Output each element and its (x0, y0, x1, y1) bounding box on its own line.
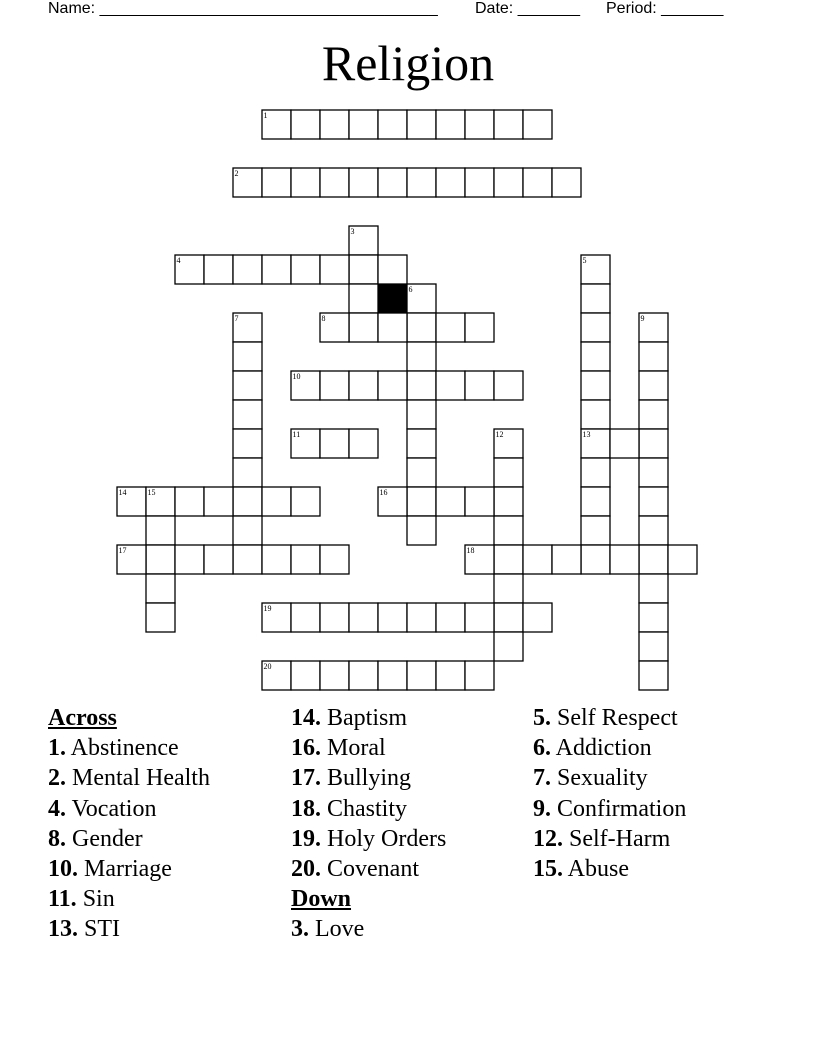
grid-cell[interactable] (407, 313, 436, 342)
grid-cell[interactable] (465, 487, 494, 516)
clue-text: Vocation (66, 795, 157, 822)
cell-number: 12 (495, 430, 504, 439)
grid-cell[interactable] (349, 429, 378, 458)
grid-cell[interactable] (581, 400, 610, 429)
grid-cell[interactable] (436, 313, 465, 342)
grid-cell[interactable] (291, 255, 320, 284)
grid-cell[interactable] (639, 545, 668, 574)
grid-cell[interactable] (204, 255, 233, 284)
grid-cell[interactable] (407, 342, 436, 371)
cell-number: 2 (234, 169, 239, 178)
grid-cell[interactable] (407, 458, 436, 487)
cell-number: 14 (118, 488, 127, 497)
grid-cell[interactable] (320, 661, 349, 690)
clue-number: 15. (533, 856, 563, 883)
grid-cell[interactable] (262, 487, 291, 516)
grid-cell[interactable] (639, 429, 668, 458)
grid-cell[interactable] (349, 603, 378, 632)
cell-number: 6 (408, 285, 413, 294)
across-heading: Across (48, 705, 117, 731)
grid-cell[interactable] (233, 371, 262, 400)
grid-cell[interactable] (494, 603, 523, 632)
cell-number: 13 (582, 430, 591, 439)
cell-number: 17 (118, 546, 127, 555)
grid-cell[interactable] (233, 545, 262, 574)
clue-text: Gender (66, 825, 143, 852)
page-title: Religion (321, 35, 495, 91)
clue-item (48, 914, 210, 944)
cell-number: 5 (582, 256, 587, 265)
black-cell (378, 284, 407, 313)
clue-column-3 (533, 703, 686, 884)
grid-cell[interactable] (552, 168, 581, 197)
grid-cell[interactable] (378, 371, 407, 400)
grid-cell[interactable] (523, 545, 552, 574)
grid-cell[interactable] (465, 313, 494, 342)
grid-cell[interactable] (610, 545, 639, 574)
clue-text: Baptism (321, 705, 408, 731)
clue-item (291, 794, 446, 824)
clue-text: STI (78, 916, 120, 943)
grid-cell[interactable] (465, 603, 494, 632)
clue-text: Covenant (321, 856, 419, 883)
clue-number: 5. (533, 705, 551, 731)
clue-item (533, 794, 686, 824)
clue-number: 1. (48, 735, 66, 762)
grid-cell[interactable] (262, 545, 291, 574)
grid-cell[interactable] (407, 429, 436, 458)
grid-cell[interactable] (465, 371, 494, 400)
grid-cell[interactable] (146, 603, 175, 632)
clue-item (48, 854, 210, 884)
grid-cell[interactable] (523, 110, 552, 139)
grid-cell[interactable] (320, 255, 349, 284)
grid-cell[interactable] (320, 545, 349, 574)
cell-number: 15 (147, 488, 156, 497)
grid-cell[interactable] (378, 661, 407, 690)
grid-cell[interactable] (581, 371, 610, 400)
grid-cell[interactable] (146, 516, 175, 545)
clue-item (533, 733, 686, 763)
clue-item (48, 763, 210, 793)
grid-cell[interactable] (291, 487, 320, 516)
grid-cell[interactable] (465, 110, 494, 139)
grid-cell[interactable] (233, 458, 262, 487)
grid-cell[interactable] (320, 371, 349, 400)
grid-cell[interactable] (494, 516, 523, 545)
grid-cell[interactable] (378, 168, 407, 197)
clue-column-2 (291, 703, 446, 945)
grid-cell[interactable] (581, 313, 610, 342)
grid-cell[interactable] (320, 110, 349, 139)
grid-cell[interactable] (436, 603, 465, 632)
clue-item (291, 824, 446, 854)
grid-cell[interactable] (349, 168, 378, 197)
clue-item (533, 763, 686, 793)
grid-cell[interactable] (233, 516, 262, 545)
grid-cell[interactable] (523, 168, 552, 197)
grid-cell[interactable] (378, 313, 407, 342)
grid-cell[interactable] (436, 487, 465, 516)
grid-cell[interactable] (407, 661, 436, 690)
grid-cell[interactable] (581, 545, 610, 574)
grid-cell[interactable] (291, 603, 320, 632)
grid-cell[interactable] (668, 545, 697, 574)
grid-cell[interactable] (349, 284, 378, 313)
grid-cell[interactable] (262, 168, 291, 197)
clue-text: Addiction (551, 735, 652, 762)
cell-number: 8 (321, 314, 326, 323)
clue-column-1 (48, 703, 210, 945)
grid-cell[interactable] (349, 110, 378, 139)
clue-item (291, 733, 446, 763)
grid-cell[interactable] (407, 400, 436, 429)
clue-text: Abuse (563, 856, 629, 883)
grid-cell[interactable] (146, 574, 175, 603)
grid-cell[interactable] (233, 255, 262, 284)
cell-number: 18 (466, 546, 475, 555)
grid-cell[interactable] (581, 342, 610, 371)
cell-number: 19 (263, 604, 272, 613)
clue-text: Bullying (321, 765, 412, 792)
grid-cell[interactable] (204, 545, 233, 574)
grid-cell[interactable] (262, 255, 291, 284)
clue-item (48, 884, 210, 914)
cell-number: 20 (263, 662, 272, 671)
grid-cell[interactable] (378, 603, 407, 632)
grid-cell[interactable] (639, 603, 668, 632)
clue-number: 16. (291, 735, 321, 762)
clue-number: 18. (291, 795, 321, 822)
grid-cell[interactable] (581, 516, 610, 545)
clue-item (48, 824, 210, 854)
grid-cell[interactable] (320, 168, 349, 197)
clue-text: Self-Harm (563, 825, 671, 852)
grid-cell[interactable] (494, 487, 523, 516)
grid-cell[interactable] (639, 371, 668, 400)
grid-cell[interactable] (291, 545, 320, 574)
grid-cell[interactable] (175, 545, 204, 574)
clue-text: Self Respect (551, 705, 678, 731)
clue-text: Chastity (321, 795, 408, 822)
clue-number: 14. (291, 705, 321, 731)
cell-number: 7 (234, 314, 239, 323)
grid-cell[interactable] (639, 661, 668, 690)
down-heading: Down (291, 886, 352, 913)
clue-text: Mental Health (66, 765, 210, 792)
clue-number: 8. (48, 825, 66, 852)
grid-cell[interactable] (639, 487, 668, 516)
grid-cell[interactable] (494, 632, 523, 661)
clue-text: Sin (76, 886, 115, 913)
cell-number: 10 (292, 372, 301, 381)
grid-cell[interactable] (494, 545, 523, 574)
grid-cell[interactable] (581, 487, 610, 516)
grid-cell[interactable] (146, 545, 175, 574)
grid-cell[interactable] (639, 632, 668, 661)
clue-number: 11. (48, 886, 77, 913)
grid-cell[interactable] (349, 661, 378, 690)
cell-number: 1 (263, 111, 268, 120)
clue-number: 4. (48, 795, 66, 822)
grid-cell[interactable] (523, 603, 552, 632)
grid-cell[interactable] (639, 458, 668, 487)
grid-cell[interactable] (378, 110, 407, 139)
grid-cell[interactable] (407, 371, 436, 400)
grid-cell[interactable] (494, 168, 523, 197)
grid-cell[interactable] (233, 429, 262, 458)
clue-number: 17. (291, 765, 321, 792)
grid-cell[interactable] (378, 255, 407, 284)
period-field[interactable]: Period: _______ (606, 0, 724, 17)
grid-cell[interactable] (204, 487, 233, 516)
grid-cell[interactable] (494, 371, 523, 400)
grid-cell[interactable] (610, 429, 639, 458)
date-field[interactable]: Date: _______ (475, 0, 580, 17)
clue-number: 6. (533, 735, 551, 762)
grid-cell[interactable] (320, 429, 349, 458)
grid-cell[interactable] (494, 574, 523, 603)
grid-cell[interactable] (581, 284, 610, 313)
grid-cell[interactable] (436, 661, 465, 690)
clue-number: 10. (48, 856, 78, 883)
clue-item (533, 824, 686, 854)
grid-cell[interactable] (407, 168, 436, 197)
clue-item (48, 733, 210, 763)
cell-number: 11 (292, 430, 301, 439)
clue-item (291, 914, 446, 944)
grid-cell[interactable] (465, 661, 494, 690)
grid-cell[interactable] (436, 371, 465, 400)
grid-cell[interactable] (639, 516, 668, 545)
grid-cell[interactable] (552, 545, 581, 574)
clue-text: Sexuality (551, 765, 648, 792)
cell-number: 4 (176, 256, 181, 265)
grid-cell[interactable] (349, 255, 378, 284)
grid-cell[interactable] (291, 168, 320, 197)
cell-number: 16 (379, 488, 388, 497)
grid-cell[interactable] (639, 342, 668, 371)
cell-number: 3 (350, 227, 355, 236)
clue-number: 3. (291, 916, 309, 943)
clue-number: 19. (291, 825, 321, 852)
clue-number: 9. (533, 795, 551, 822)
grid-cell[interactable] (320, 603, 349, 632)
clue-text: Abstinence (66, 735, 179, 762)
clue-item (533, 703, 686, 733)
grid-cell[interactable] (291, 110, 320, 139)
clue-number: 7. (533, 765, 551, 792)
grid-cell[interactable] (465, 168, 494, 197)
grid-cell[interactable] (349, 313, 378, 342)
cell-number: 9 (640, 314, 645, 323)
clue-item (291, 763, 446, 793)
clue-number: 13. (48, 916, 78, 943)
grid-cell[interactable] (436, 110, 465, 139)
clue-text: Confirmation (551, 795, 687, 822)
name-field[interactable]: Name: ______________________________________ (48, 0, 438, 17)
clue-number: 12. (533, 825, 563, 852)
grid-cell[interactable] (581, 458, 610, 487)
grid-cell[interactable] (291, 661, 320, 690)
grid-cell[interactable] (436, 168, 465, 197)
clue-number: 2. (48, 765, 66, 792)
grid-cell[interactable] (639, 400, 668, 429)
clue-text: Moral (321, 735, 386, 762)
clue-text: Marriage (78, 856, 172, 883)
grid-cell[interactable] (407, 487, 436, 516)
grid-cell[interactable] (233, 342, 262, 371)
grid-cell[interactable] (639, 574, 668, 603)
clue-text: Love (309, 916, 365, 943)
clue-item (291, 854, 446, 884)
grid-cell[interactable] (233, 400, 262, 429)
grid-cell[interactable] (407, 603, 436, 632)
grid-cell[interactable] (494, 110, 523, 139)
grid-cell[interactable] (175, 487, 204, 516)
clue-number: 20. (291, 856, 321, 883)
grid-cell[interactable] (494, 458, 523, 487)
grid-cell[interactable] (407, 516, 436, 545)
grid-cell[interactable] (407, 110, 436, 139)
clue-item (48, 794, 210, 824)
clue-text: Holy Orders (321, 825, 447, 852)
grid-cell[interactable] (233, 487, 262, 516)
clue-item (533, 854, 686, 884)
clue-item (291, 703, 446, 733)
grid-cell[interactable] (349, 371, 378, 400)
